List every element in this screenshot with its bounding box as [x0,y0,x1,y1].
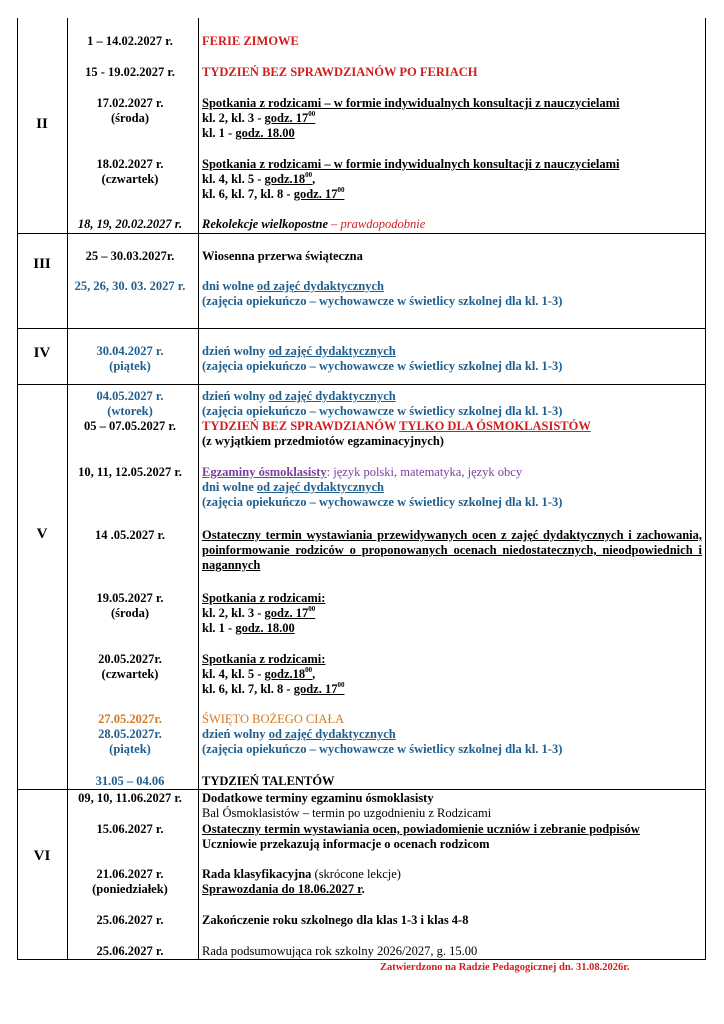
row-divider [17,328,706,329]
event-cell: Egzaminy ósmoklasisty: język polski, matematyka, język obcy dni wolne od zajęć dydaktycznych (zajęcia opiekuńczo – wychowawcze w świetlicy szkolnej dla kl. 1-3) [202,465,563,509]
event-cell: FERIE ZIMOWE [202,34,299,48]
month-label-april: IV [33,345,51,361]
event-cell: dni wolne od zajęć dydaktycznych (zajęcia opiekuńczo – wychowawcze w świetlicy szkolnej dla kl. 1-3) [202,279,563,308]
date-cell: 25.06.2027 r. [96,913,164,927]
month-label-march: III [33,256,51,272]
event-cell: Ostateczny termin wystawiania przewidywanych ocen z zajęć dydaktycznych i zachowania, poinformowanie rodziców o proponowanych ocenach niedostatecznych, nieodpowiednich i nagannych [202,528,702,572]
column-divider-month [67,18,68,960]
event-cell: Ostateczny termin wystawiania ocen, powiadomienie uczniów i zebranie podpisów Uczniowie przekazują informacje o ocenach rodzicom [202,822,640,851]
calendar-table [17,18,706,960]
event-cell: Zakończenie roku szkolnego dla klas 1-3 i klas 4-8 [202,913,469,927]
date-cell: 15 - 19.02.2027 r. [85,65,175,79]
table-border-bottom [17,959,706,960]
event-cell: Rada podsumowująca rok szkolny 2026/2027, g. 15.00 [202,944,478,958]
date-cell: 18, 19, 20.02.2027 r. [77,217,183,231]
month-label-june: VI [33,848,51,864]
event-cell: Rada klasyfikacyjna (skrócone lekcje) Sprawozdania do 18.06.2027 r. [202,867,401,896]
event-cell: Dodatkowe terminy egzaminu ósmoklasisty Bal Ósmoklasistów – termin po uzgodnieniu z Rodzicami [202,791,492,820]
date-cell: 19.05.2027 r. (środa) [96,591,164,620]
date-cell: 25, 26, 30. 03. 2027 r. [74,279,186,293]
date-cell: 15.06.2027 r. [96,822,164,836]
date-cell: 09, 10, 11.06.2027 r. [78,791,182,805]
event-cell: TYDZIEŃ TALENTÓW [202,774,335,788]
event-cell: dzień wolny od zajęć dydaktycznych (zajęcia opiekuńczo – wychowawcze w świetlicy szkolnej dla kl. 1-3) [202,344,563,373]
table-border-right [705,18,706,960]
event-cell: Rekolekcje wielkopostne – prawdopodobnie [202,217,426,231]
date-cell: 04.05.2027 r. (wtorek) [96,389,164,418]
event-cell: Spotkania z rodzicami: kl. 4, kl. $5 - godz.18^{00}$, kl. 6, kl. 7, kl. 8 - godz. $17^{00}$ [202,652,345,696]
date-cell: 25 – 30.03.2027r. [85,249,175,263]
month-label-may: V [36,526,48,542]
event-cell: Spotkania z rodzicami: kl. 2, kl. 3 - godz. $17^{00}$ kl. 1 - godz. 18.00 [202,591,326,635]
date-cell: 27.05.2027r. 28.05.2027r. (piątek) [98,712,162,756]
event-cell: Spotkania z rodzicami – w formie indywidualnych konsultacji z nauczycielami kl. 4, kl. $5 - godz.18^{00}$, kl. 6, kl. 7, kl. 8 - godz. $17^{00}$ [202,157,620,201]
date-cell: 17.02.2027 r. (środa) [96,96,164,125]
date-cell: 1 – 14.02.2027 r. [87,34,173,48]
column-divider-date [198,18,199,960]
event-cell: Wiosenna przerwa świąteczna [202,249,363,263]
event-cell: Spotkania z rodzicami – w formie indywidualnych konsultacji z nauczycielami kl. 2, kl. 3 - godz. $17^{00}$ kl. 1 - godz. 18.00 [202,96,620,140]
approval-note: Zatwierdzono na Radzie Pedagogicznej dn. 31.08.2026r. [380,962,630,973]
event-cell: dzień wolny od zajęć dydaktycznych (zajęcia opiekuńczo – wychowawcze w świetlicy szkolnej dla kl. 1-3) [202,389,563,418]
month-label-february: II [36,116,48,132]
date-cell: 20.05.2027r. (czwartek) [98,652,162,681]
event-cell: TYDZIEŃ BEZ SPRAWDZIANÓW TYLKO DLA ÓSMOKLASISTÓW (z wyjątkiem przedmiotów egzaminacyjnych) [202,419,591,448]
table-border-left [17,18,18,960]
date-cell: 31.05 – 04.06 [95,774,165,788]
date-cell: 21.06.2027 r. (poniedziałek) [92,867,168,896]
row-divider [17,233,706,234]
event-cell: ŚWIĘTO BOŻEGO CIAŁA dzień wolny od zajęć dydaktycznych (zajęcia opiekuńczo – wychowawcze w świetlicy szkolnej dla kl. 1-3) [202,712,563,756]
date-cell: 10, 11, 12.05.2027 r. [78,465,182,479]
date-cell: 18.02.2027 r. (czwartek) [96,157,164,186]
row-divider [17,789,706,790]
event-cell: TYDZIEŃ BEZ SPRAWDZIANÓW PO FERIACH [202,65,478,79]
row-divider [17,384,706,385]
date-cell: 30.04.2027 r. (piątek) [96,344,164,373]
date-cell: 25.06.2027 r. [96,944,164,958]
date-cell: 05 – 07.05.2027 r. [84,419,176,433]
date-cell: 14 .05.2027 r. [94,528,166,542]
